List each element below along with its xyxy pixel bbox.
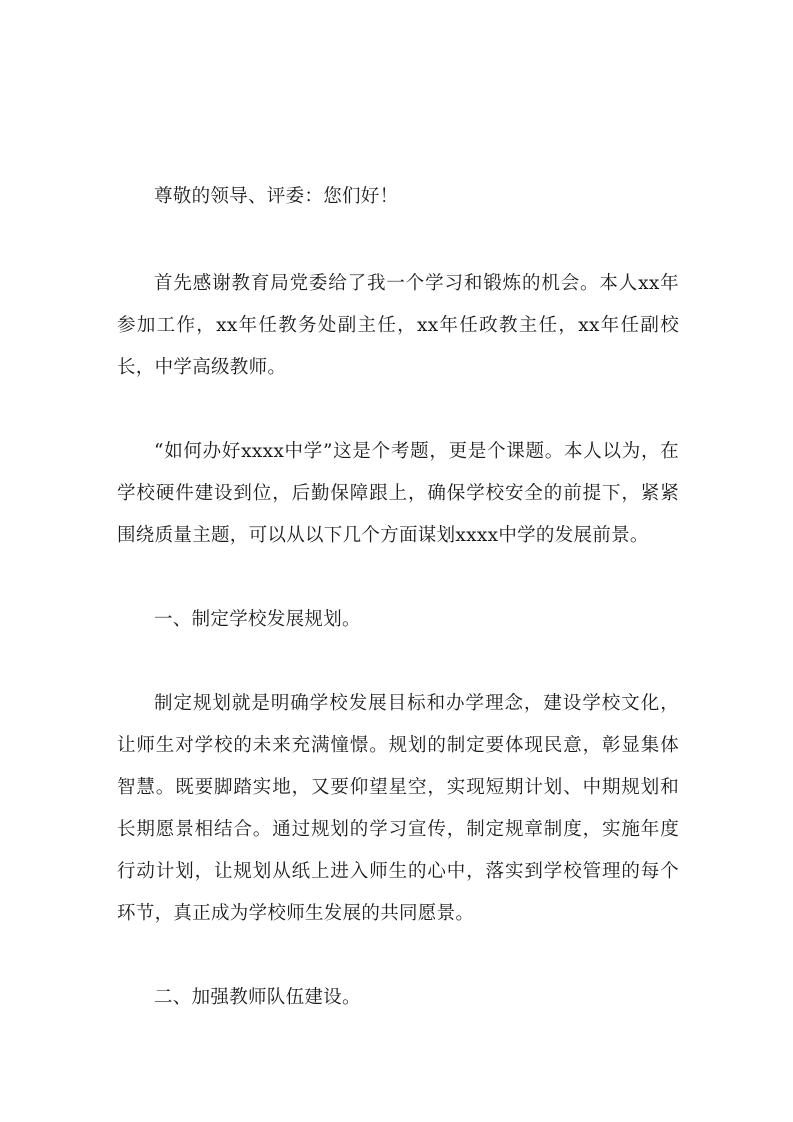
salutation: 尊敬的领导、评委：您们好！ bbox=[154, 186, 399, 207]
document-page bbox=[117, 176, 679, 1019]
section-body-1: 制定规划就是明确学校发展目标和办学理念，建设学校文化，让师生对学校的未来充满憧憬。规划的制定要体现民意，彰显集体智慧。既要脚踏实地，又要仰望星空，实现短期计划、中期规划和长期愿景相结合。通过规划的学习宣传，制定规章制度，实施年度行动计划，让规划从纸上进入师生的心中，落实到学校管理的每个环节，真正成为学校师生发展的共同愿景。 bbox=[117, 693, 679, 924]
section-heading-1: 一、制定学校发展规划。 bbox=[154, 609, 361, 630]
topic-paragraph: “如何办好xxxx中学”这是个考题，更是个课题。本人以为，在学校硬件建设到位，后勤保障跟上，确保学校安全的前提下，紧紧围绕质量主题，可以从以下几个方面谋划xxxx中学的发展前景。 bbox=[117, 441, 679, 546]
section-heading-2: 二、加强教师队伍建设。 bbox=[154, 987, 361, 1008]
intro-paragraph: 首先感谢教育局党委给了我一个学习和锻炼的机会。本人xx年参加工作，xx年任教务处副主任，xx年任政教主任，xx年任副校长，中学高级教师。 bbox=[117, 273, 679, 378]
